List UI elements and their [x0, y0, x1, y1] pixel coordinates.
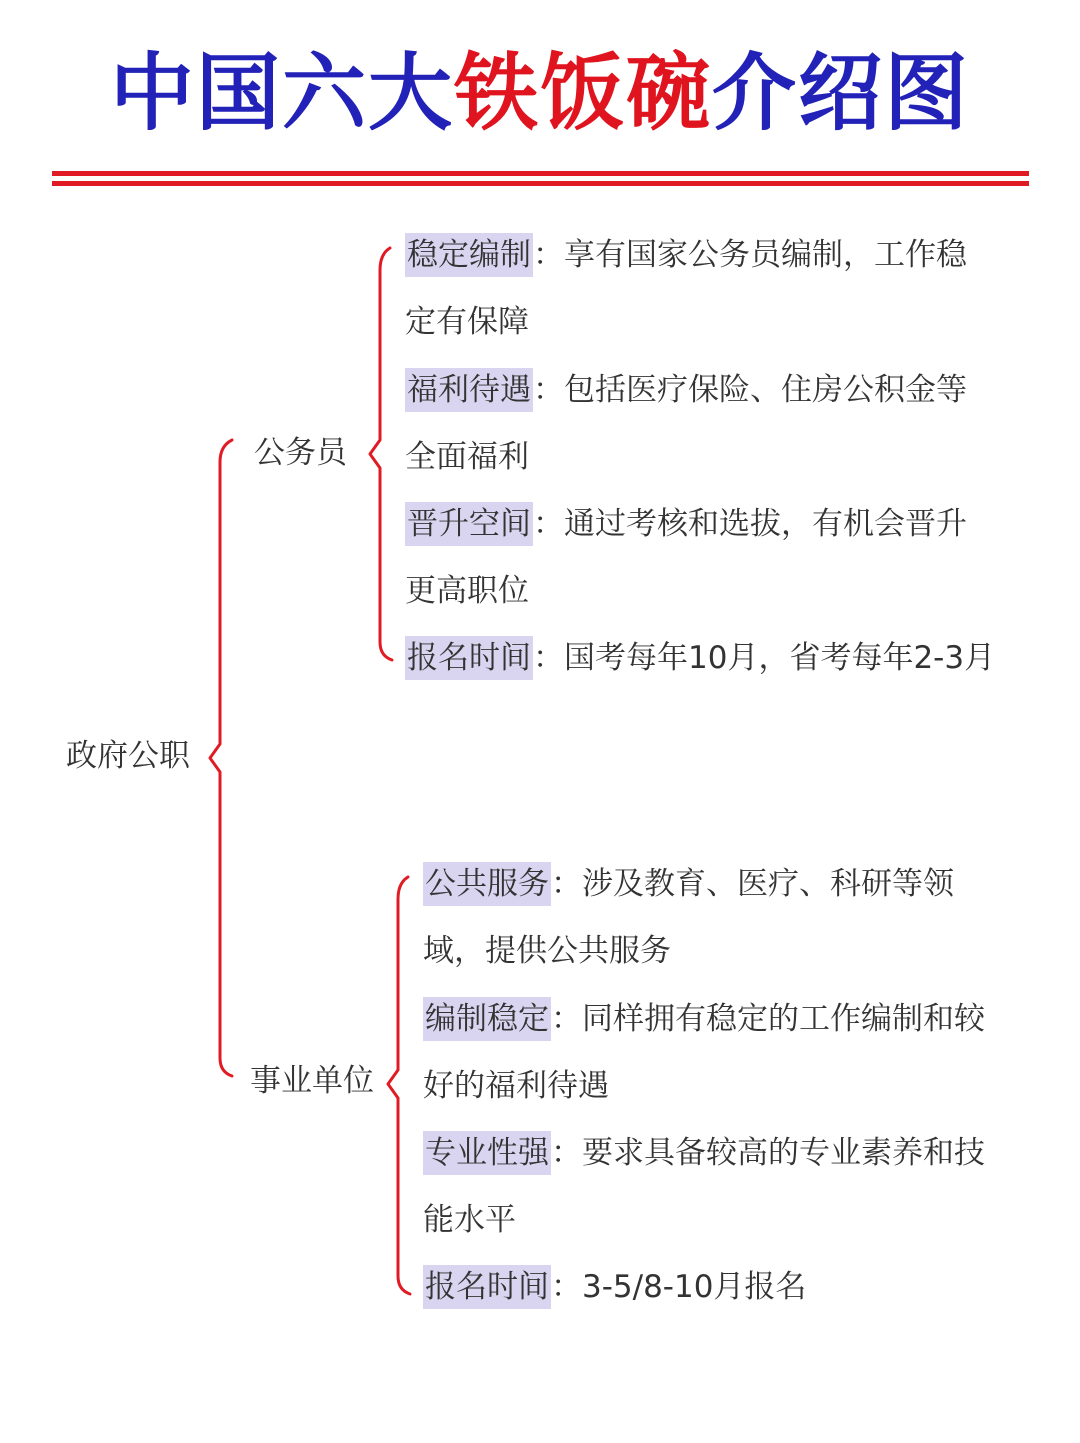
item-sep: ： — [551, 1135, 582, 1171]
item-text: 3-5/8-10月报名 — [582, 1269, 807, 1305]
item-key: 福利待遇 — [405, 368, 533, 412]
branch-node-public-institution: 事业单位 — [250, 1063, 374, 1099]
title-part-1: 中国六大 — [109, 44, 454, 142]
item-key: 专业性强 — [423, 1131, 551, 1175]
item-key: 报名时间 — [405, 636, 533, 680]
item-text: 要求具备较高的专业素养和技能水平 — [423, 1135, 985, 1238]
item-text: 涉及教育、医疗、科研等领域，提供公共服务 — [423, 866, 954, 969]
item-sep: ： — [551, 1001, 582, 1037]
item-text: 通过考核和选拔，有机会晋升更高职位 — [405, 506, 967, 609]
list-item — [423, 1254, 1001, 1321]
item-sep: ： — [533, 237, 564, 273]
item-key: 稳定编制 — [405, 233, 533, 277]
item-key: 报名时间 — [423, 1265, 551, 1309]
list-item — [405, 222, 997, 356]
list-item — [423, 1120, 1001, 1254]
item-sep: ： — [551, 866, 582, 902]
item-text: 包括医疗保险、住房公积金等全面福利 — [405, 372, 967, 475]
item-text: 同样拥有稳定的工作编制和较好的福利待遇 — [423, 1001, 985, 1104]
item-sep: ： — [533, 506, 564, 542]
title-part-3: 介绍图 — [712, 44, 971, 142]
title-part-2: 铁饭碗 — [453, 44, 712, 142]
list-item — [423, 851, 1001, 985]
branch-node-civil-servant: 公务员 — [254, 435, 347, 471]
list-item — [405, 625, 997, 692]
item-text: 享有国家公务员编制，工作稳定有保障 — [405, 237, 967, 340]
item-key: 编制稳定 — [423, 997, 551, 1041]
item-sep: ： — [551, 1269, 582, 1305]
branch-1-bracket — [370, 248, 392, 660]
list-item — [405, 357, 997, 491]
list-item — [405, 491, 997, 625]
item-text: 国考每年10月，省考每年2-3月 — [564, 640, 996, 676]
branch-2-bracket — [388, 877, 410, 1294]
list-item — [423, 986, 1001, 1120]
item-sep: ： — [533, 640, 564, 676]
item-key: 晋升空间 — [405, 502, 533, 546]
item-key: 公共服务 — [423, 862, 551, 906]
root-bracket — [210, 440, 232, 1076]
item-sep: ： — [533, 372, 564, 408]
root-node: 政府公职 — [66, 738, 190, 774]
